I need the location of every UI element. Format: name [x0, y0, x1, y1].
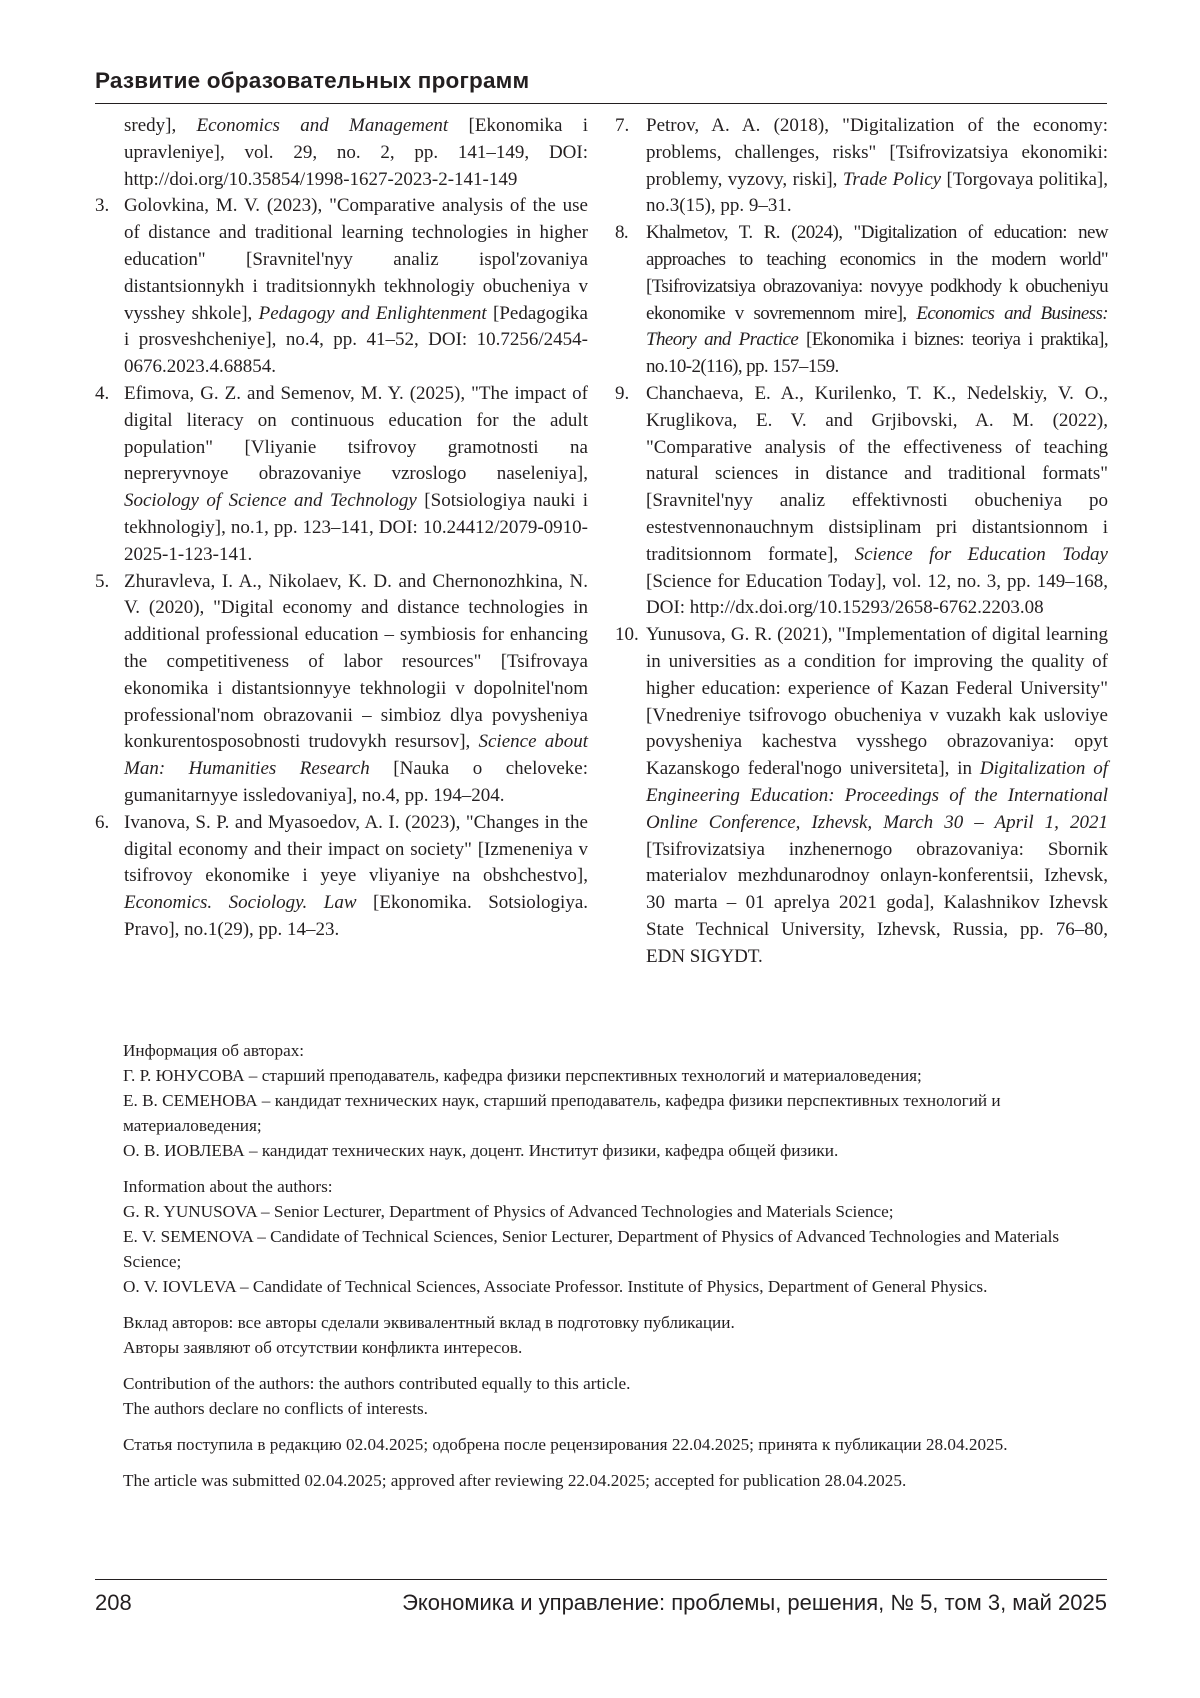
page-number: 208 [95, 1590, 132, 1615]
reference-source-title: Economics and Business: Theory and Practice [646, 302, 1108, 351]
reference-item [95, 193, 588, 381]
running-header: Развитие образовательных программ [95, 68, 530, 93]
reference-text: Khalmetov, T. R. (2024), "Digitalization of education: new approaches to teaching economics in the modern world" [Tsifrovizatsiya obrazovaniya: novyye podkhody k obucheniyu ekonomike v sovremennom mire], [646, 222, 1108, 324]
reference-item [95, 569, 588, 810]
reference-text: [Ekonomika. Sotsiologiya. Pravo], no.1(29), pp. 14–23. [124, 892, 589, 940]
author-info-ru-line: Г. Р. ЮНУСОВА – старший преподаватель, кафедра физики перспективных технологий и материаловедения; [123, 1066, 922, 1085]
author-info-en-line: O. V. IOVLEVA – Candidate of Technical Sciences, Associate Professor. Institute of Physics, Department of General Physics. [123, 1277, 988, 1296]
references-left-column [95, 113, 588, 944]
contribution-ru [123, 1310, 1103, 1360]
author-info-en [123, 1174, 1103, 1299]
reference-text: Golovkina, M. V. (2023), "Comparative analysis of the use of distance and traditional learning technologies in higher education" [Sravnitel'nyy analiz ispol'zovaniya distantsionnykh i traditsionnykh tekhnologiy obucheniya v vysshey shkole], [124, 195, 588, 324]
reference-number: 8. [615, 222, 629, 244]
reference-source-title: Science about Man: Humanities Research [124, 731, 588, 780]
reference-text: Efimova, G. Z. and Semenov, M. Y. (2025), "The impact of digital literacy on continuous education for the adult population" [Vliyanie tsifrovoy gramotnosti na nepreryvnoye obrazovaniye vzroslogo naseleniya], [124, 382, 588, 485]
reference-text: Ivanova, S. P. and Myasoedov, A. I. (2023), "Changes in the digital economy and their impact on society" [Izmeneniya v tsifrovoy ekonomike i yeye vliyaniye na obshchestvo], [124, 811, 588, 887]
contribution-en-line: Contribution of the authors: the authors contributed equally to this article. [123, 1374, 631, 1393]
reference-source-title: Pedagogy and Enlightenment [258, 302, 487, 324]
author-info-en-line: G. R. YUNUSOVA – Senior Lecturer, Department of Physics of Advanced Technologies and Materials Science; [123, 1202, 894, 1221]
reference-item [95, 381, 588, 569]
references-right-column [615, 113, 1108, 971]
reference-text: Chanchaeva, E. A., Kurilenko, T. K., Nedelskiy, V. O., Kruglikova, E. V. and Grjibovski, A. M. (2022), "Comparative analysis of the effectiveness of teaching natural sciences in distance and traditional formats" [Sravnitel'nyy analiz effektivnosti obucheniya po estestvennonauchnym distsiplinam pri distantsionnom i traditsionnom formate], [646, 382, 1108, 565]
reference-text: [Ekonomika i biznes: teoriya i praktika], no.10-2(116), pp. 157–159. [646, 329, 1108, 378]
reference-item [95, 810, 588, 944]
reference-source-title: Economics. Sociology. Law [124, 892, 357, 914]
reference-text: [Science for Education Today], vol. 12, no. 3, pp. 149–168, DOI: http://dx.doi.org/10.15293/2658-6762.2203.08 [646, 570, 1108, 619]
reference-text: [Nauka o cheloveke: gumanitarnyye issledovaniya], no.4, pp. 194–204. [124, 758, 588, 806]
reference-source-title: Digitalization of Engineering Education: Proceedings of the International Online Conference, Izhevsk, March 30 – April 1, 2021 [646, 758, 1108, 833]
contribution-ru-line: Авторы заявляют об отсутствии конфликта интересов. [123, 1338, 523, 1357]
author-info-ru [123, 1038, 1103, 1163]
reference-number: 5. [95, 570, 110, 592]
reference-text: [Ekonomika i upravleniye], vol. 29, no. 2, pp. 141–149, DOI: http://doi.org/10.35854/1998-1627-2023-2-141-149 [124, 115, 589, 190]
reference-text: sredy], [124, 115, 197, 136]
reference-source-title: Economics and Management [196, 115, 449, 136]
header-rule [95, 103, 1107, 104]
reference-text: Zhuravleva, I. A., Nikolaev, K. D. and Chernonozhkina, N. V. (2020), "Digital economy and distance technologies in additional professional education – symbiosis for enhancing the competitiveness of labor resources" [Tsifrovaya ekonomika i distantsionnyye tekhnologii v dopolnitel'nom professional'nom obrazovanii – simbioz dlya povysheniya konkurentosposobnosti trudovykh resursov], [124, 570, 588, 753]
author-info-ru-line: Е. В. СЕМЕНОВА – кандидат технических наук, старший преподаватель, кафедра физики перспективных технологий и материаловедения; [123, 1091, 1001, 1135]
reference-number: 6. [95, 811, 110, 833]
reference-number: 3. [95, 195, 110, 217]
author-info-en-line: Information about the authors: [123, 1177, 333, 1196]
contribution-ru-line: Вклад авторов: все авторы сделали эквивалентный вклад в подготовку публикации. [123, 1313, 735, 1332]
reference-number: 10. [615, 624, 639, 646]
dates-ru: Статья поступила в редакцию 02.04.2025; одобрена после рецензирования 22.04.2025; принята к публикации 28.04.2025. [123, 1435, 1008, 1454]
footer-rule [95, 1579, 1107, 1580]
reference-item [615, 381, 1108, 622]
journal-citation: Экономика и управление: проблемы, решения, № 5, том 3, май 2025 [402, 1590, 1107, 1615]
reference-source-title: Trade Policy [842, 168, 942, 190]
reference-number: 4. [95, 382, 110, 404]
reference-text: [Pedagogika i prosveshcheniye], no.4, pp. 41–52, DOI: 10.7256/2454-0676.2023.4.68854. [124, 302, 588, 378]
reference-text: [Tsifrovizatsiya inzhenernogo obrazovaniya: Sbornik materialov mezhdunarodnoy onlayn-konferentsii, Izhevsk, 30 marta – 01 aprelya 2021 goda], Kalashnikov Izhevsk State Technical University, Izhevsk, Russia, pp. 76–80, EDN SIGYDT. [646, 838, 1108, 967]
reference-item [615, 113, 1108, 220]
contribution-en-line: The authors declare no conflicts of interests. [123, 1399, 428, 1418]
reference-item [95, 113, 588, 193]
reference-text: Petrov, A. A. (2018), "Digitalization of the economy: problems, challenges, risks" [Tsifrovizatsiya ekonomiki: problemy, vyzovy, riski], [646, 115, 1108, 190]
reference-item [615, 220, 1108, 381]
reference-item [615, 622, 1108, 970]
contribution-en [123, 1371, 1103, 1421]
reference-text: Yunusova, G. R. (2021), "Implementation of digital learning in universities as a condition for improving the quality of higher education: experience of Kazan Federal University" [Vnedreniye tsifrovogo obucheniya v vuzakh kak usloviye povysheniya kachestva vysshego obrazovaniya: opyt Kazanskogo federal'nogo universiteta], in [646, 624, 1108, 780]
author-info-ru-line: Информация об авторах: [123, 1041, 305, 1060]
author-info-en-line: E. V. SEMENOVA – Candidate of Technical Sciences, Senior Lecturer, Department of Physics of Advanced Technologies and Materials Science; [123, 1227, 1060, 1271]
reference-text: [Torgovaya politika], no.3(15), pp. 9–31. [646, 168, 1108, 217]
reference-source-title: Sociology of Science and Technology [124, 490, 417, 512]
author-info-ru-line: О. В. ИОВЛЕВА – кандидат технических наук, доцент. Институт физики, кафедра общей физики. [123, 1141, 839, 1160]
dates-en: The article was submitted 02.04.2025; approved after reviewing 22.04.2025; accepted for publication 28.04.2025. [123, 1471, 907, 1490]
reference-number: 9. [615, 382, 630, 404]
reference-number: 7. [615, 115, 630, 136]
reference-text: [Sotsiologiya nauki i tekhnologiy], no.1, pp. 123–141, DOI: 10.24412/2079-0910-2025-1-123-141. [124, 490, 588, 565]
reference-source-title: Science for Education Today [854, 543, 1108, 565]
author-info-block [123, 1038, 1103, 1504]
